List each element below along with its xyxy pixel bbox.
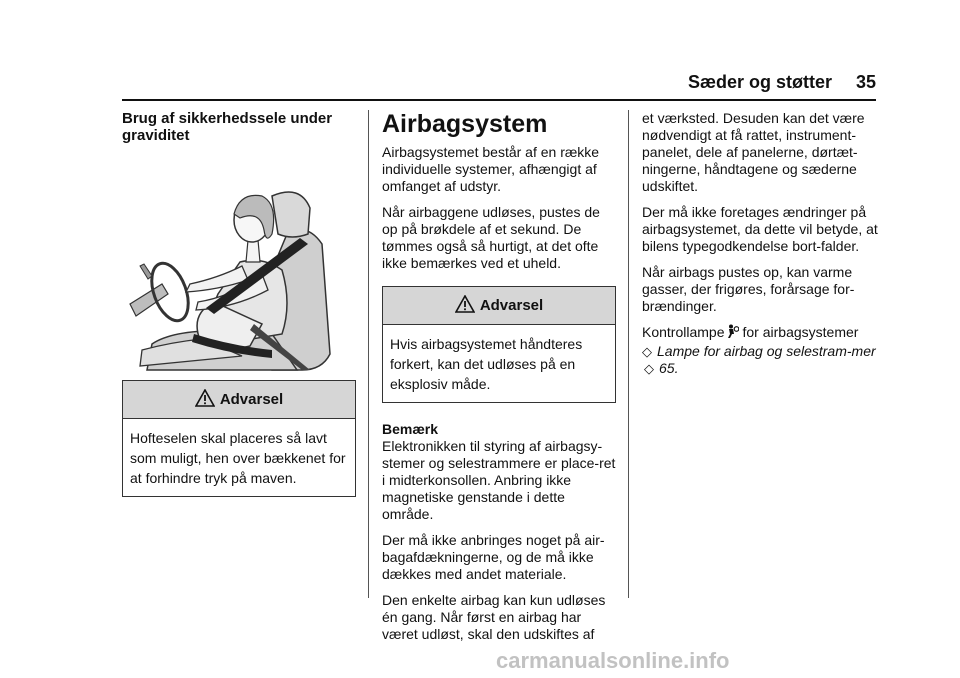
note-heading: Bemærk — [382, 421, 439, 437]
watermark: carmanualsonline.info — [496, 648, 730, 673]
page-reference-arrow-icon: ◇ — [644, 361, 654, 376]
warning-triangle-icon — [195, 389, 215, 411]
column-3 — [642, 110, 878, 386]
airbag-system-title: Airbagsystem — [382, 110, 548, 138]
warning-label: Advarsel — [479, 297, 544, 314]
control-lamp-paragraph — [642, 324, 878, 377]
section-title: Sæder og støtter — [687, 72, 832, 92]
paragraph: et værksted. Desuden kan det være nødvendigt at få rattet, instrument-panelet, dele af panelerne, dørtæt-ningerne, håndtagene og sæderne udskiftet. — [642, 110, 865, 194]
control-lamp-lead: Kontrollampe — [642, 324, 725, 340]
airbag-warning-icon — [727, 324, 739, 343]
paragraph: Når airbags pustes op, kan varme gasser, der frigøres, forårsage for-brændinger. — [642, 264, 855, 314]
paragraph: Der må ikke anbringes noget på air-bagafdækningerne, og de må ikke dækkes med andet materiale. — [382, 532, 605, 582]
warning-text: Hofteselen skal placeres så lavt som muligt, hen over bækkenet for at forhindre tryk på maven. — [130, 430, 346, 486]
pregnancy-heading: Brug af sikkerhedssele under graviditet — [122, 110, 333, 144]
page-reference-link[interactable]: 65. — [659, 360, 679, 376]
header-rule — [122, 99, 876, 101]
warning-header — [123, 381, 355, 419]
page-number: 35 — [855, 72, 876, 92]
reference-link-text[interactable]: Lampe for airbag og selestram-mer — [657, 343, 876, 359]
paragraph: Når airbaggene udløses, pustes de op på brøkdele af et sekund. De tømmes også så hurtigt, at det ofte ikke bemærkes ved et uheld. — [382, 204, 600, 271]
column-divider-1 — [368, 110, 369, 598]
paragraph: Den enkelte airbag kan kun udløses én gang. Når først en airbag har været udløst, skal den udskiftes af — [382, 592, 606, 642]
column-2 — [382, 110, 616, 652]
warning-triangle-icon — [455, 295, 475, 317]
warning-box-airbag — [382, 286, 616, 403]
column-divider-2 — [628, 110, 629, 598]
warning-label: Advarsel — [219, 391, 284, 408]
warning-box-pregnancy — [122, 380, 356, 497]
reference-arrow-icon: ◇ — [642, 344, 652, 359]
paragraph: Der må ikke foretages ændringer på airbagsystemet, da dette vil betyde, at bilens typegodkendelse bort-falder. — [642, 204, 878, 254]
control-lamp-tail: for airbagsystemer — [742, 324, 859, 340]
pregnant-driver-svg — [122, 174, 356, 372]
page-header — [688, 72, 876, 93]
pregnant-driver-illustration — [122, 174, 356, 372]
column-1 — [122, 110, 356, 497]
warning-text: Hvis airbagsystemet håndteres forkert, kan det udløses på en eksplosiv måde. — [390, 336, 583, 392]
warning-header — [383, 287, 615, 325]
paragraph: Elektronikken til styring af airbagsy-stemer og selestrammere er place-ret i midterkonsollen. Anbring ikke magnetiske genstande i dette område. — [382, 438, 616, 522]
paragraph: Airbagsystemet består af en række individuelle systemer, afhængigt af omfanget af udstyr. — [382, 144, 600, 194]
